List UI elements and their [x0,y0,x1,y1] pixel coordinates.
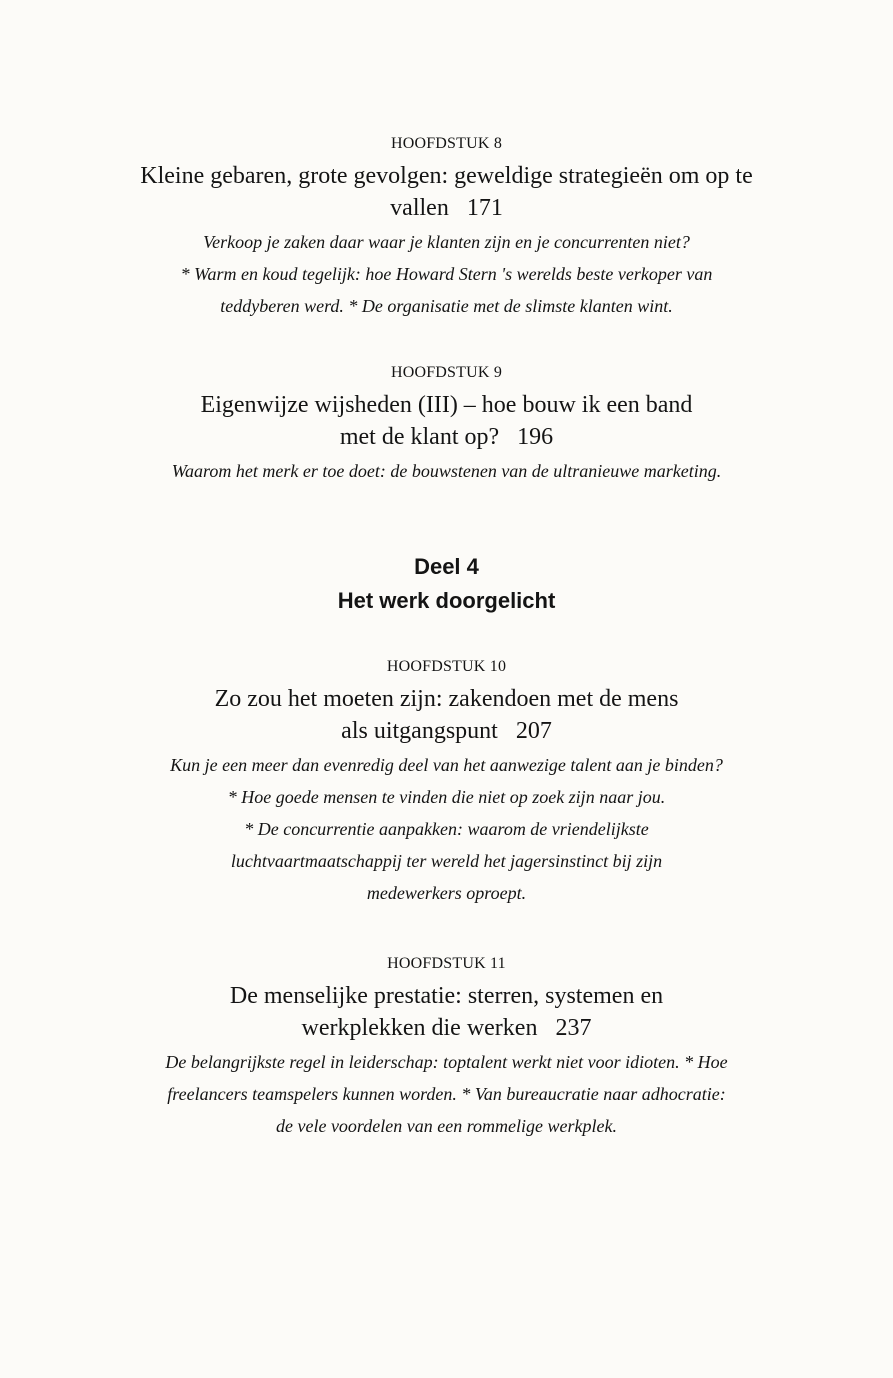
description-line: medewerkers oproept. [366,883,527,903]
description-line: * Hoe goede mensen te vinden die niet op zoek zijn naar jou. [227,787,666,807]
description-line: freelancers teamspelers kunnen worden. * Van bureaucratie naar adhocratie: [167,1084,726,1104]
description-line: De belangrijkste regel in leiderschap: toptalent werkt niet voor idioten. * Hoe [165,1052,728,1072]
chapter-title-line: als uitgangspunt [341,718,498,744]
chapter-title-line: met de klant op? [339,424,500,450]
part-heading [0,550,893,618]
chapter-title-line: Zo zou het moeten zijn: zakendoen met de mens [214,686,679,712]
description-line: luchtvaartmaatschappij ter wereld het jagersinstinct bij zijn [230,851,663,871]
chapter-title-line: De menselijke prestatie: sterren, systemen en [229,983,664,1009]
toc-entry-chapter-9 [0,363,893,487]
toc-entry-chapter-10 [0,657,893,909]
chapter-label: HOOFDSTUK 11 [387,955,506,972]
description-line: * Warm en koud tegelijk: hoe Howard Stern 's werelds beste verkoper van [180,264,713,284]
chapter-description [0,455,893,487]
chapter-title [0,389,893,453]
chapter-title [0,683,893,747]
description-line: * De concurrentie aanpakken: waarom de vriendelijkste [244,819,649,839]
description-line: teddyberen werd. * De organisatie met de slimste klanten wint. [220,296,673,316]
page-number: 207 [515,718,552,744]
chapter-title-line: werkplekken die werken [301,1015,538,1041]
chapter-title [0,160,893,224]
chapter-description [0,1046,893,1142]
chapter-description [0,749,893,909]
chapter-title-line: Eigenwijze wijsheden (III) – hoe bouw ik een band [200,392,693,418]
page-number: 196 [517,424,554,450]
chapter-title-line-2 [0,192,893,224]
toc-entry-chapter-8 [0,134,893,322]
toc-entry-chapter-11 [0,954,893,1142]
description-line: de vele voordelen van een rommelige werkplek. [275,1116,617,1136]
chapter-title-line: Kleine gebaren, grote gevolgen: geweldige strategieën om op te [140,163,753,189]
chapter-label: HOOFDSTUK 9 [390,364,503,381]
page-number: 171 [466,195,503,221]
description-line: Kun je een meer dan evenredig deel van het aanwezige talent aan je binden? [170,755,723,775]
chapter-title [0,980,893,1044]
description-line: Waarom het merk er toe doet: de bouwstenen van de ultranieuwe marketing. [171,461,722,481]
chapter-title-line-2 [0,715,893,747]
chapter-label: HOOFDSTUK 8 [390,135,503,152]
chapter-title-line: vallen [390,195,449,221]
page-number: 237 [555,1015,592,1041]
chapter-title-line-2 [0,1012,893,1044]
description-line: Verkoop je zaken daar waar je klanten zijn en je concurrenten niet? [203,232,690,252]
part-number: Deel 4 [414,554,479,579]
chapter-label: HOOFDSTUK 10 [386,658,507,675]
part-title: Het werk doorgelicht [337,588,556,613]
chapter-title-line-2 [0,421,893,453]
chapter-description [0,226,893,322]
